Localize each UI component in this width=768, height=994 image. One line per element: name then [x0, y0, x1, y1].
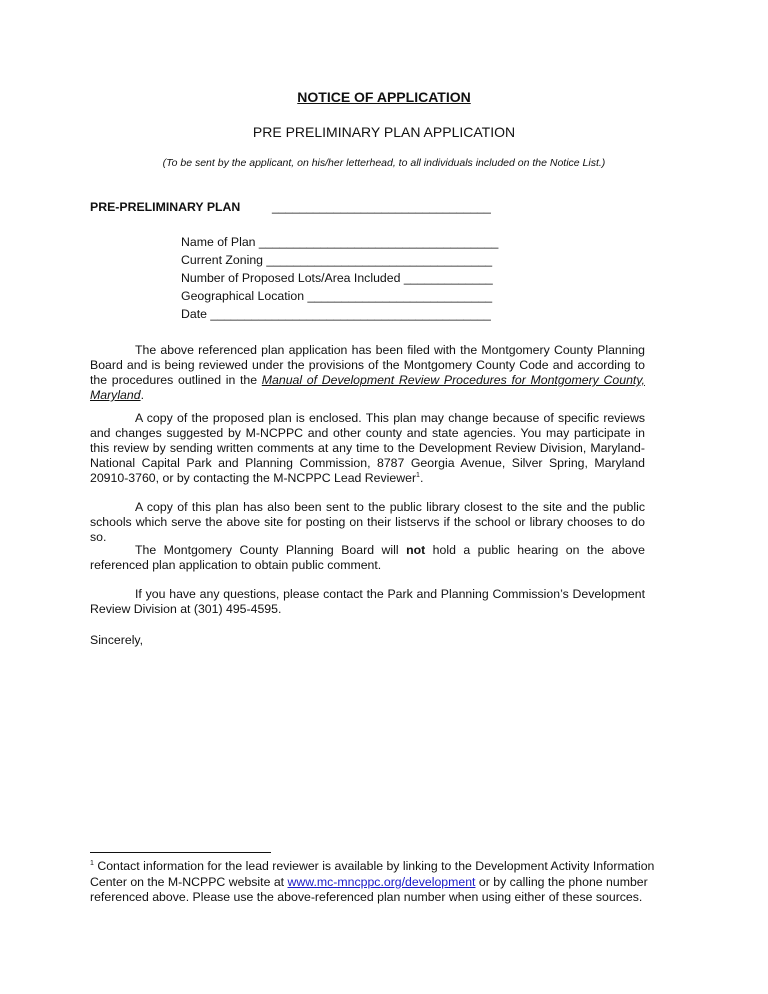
- plan-number-blank: ________________________________: [272, 200, 491, 214]
- page-subtitle: PRE PRELIMINARY PLAN APPLICATION: [252, 124, 516, 140]
- paragraph-hearing: [90, 543, 645, 573]
- paragraph-filing-text: The above referenced plan application has been filed with the Montgomery County Planning Board and is being reviewed under the provisions of the Montgomery County Code and according to the procedures outlined in the: [90, 343, 645, 387]
- footnote-end: or by calling the phone number referenced above. Please use the above-referenced plan number when using either of these sources.: [90, 874, 648, 904]
- paragraph-filing: [90, 343, 645, 403]
- field-current-zoning: Current Zoning _________________________________: [181, 253, 493, 267]
- field-date: Date _________________________________________: [181, 307, 491, 321]
- development-link[interactable]: www.mc-mncppc.org/development: [287, 874, 476, 889]
- paragraph-contact: [90, 587, 645, 617]
- emphasis-not: not: [406, 543, 426, 557]
- paragraph-plan-copy: [90, 411, 645, 486]
- footnote-text: Contact information for the lead reviewer is available by linking to the Development Activity Information Center on the M-NCPPC website at: [90, 859, 655, 889]
- paragraph-library-text: A copy of this plan has also been sent to the public library closest to the site and the public schools which serve the above site for posting on their listservs if the school or library chooses to do so.: [90, 500, 645, 544]
- paragraph-hearing-end: hold a public hearing on the above referenced plan application to obtain public comment.: [90, 543, 645, 572]
- paragraph-library: [90, 500, 645, 545]
- field-geographical-location: Geographical Location ___________________________: [181, 289, 493, 303]
- instruction-note: (To be sent by the applicant, on his/her letterhead, to all individuals included on the Notice List.): [162, 157, 606, 169]
- field-proposed-lots: Number of Proposed Lots/Area Included _____________: [181, 271, 493, 285]
- plan-fields: [181, 233, 498, 323]
- footnote-divider: [90, 852, 271, 853]
- paragraph-filing-end: .: [140, 388, 144, 402]
- paragraph-contact-text: If you have any questions, please contact the Park and Planning Commission’s Development Review Division at (301) 495-4595.: [90, 587, 645, 616]
- plan-label: PRE-PRELIMINARY PLAN: [90, 200, 241, 214]
- footnote-reference: 1: [416, 471, 420, 479]
- footnote-number: 1: [90, 859, 94, 867]
- footnote: [90, 859, 670, 906]
- field-name-of-plan: Name of Plan ___________________________________: [181, 235, 499, 249]
- closing: Sincerely,: [90, 633, 144, 647]
- paragraph-plan-copy-end: .: [419, 471, 424, 485]
- page-title: NOTICE OF APPLICATION: [297, 89, 471, 105]
- paragraph-plan-copy-text: A copy of the proposed plan is enclosed. This plan may change because of specific reviews and changes suggested by M-NCPPC and other county and state agencies. You may participate in this review by sending written comments at any time to the Development Review Division, Maryland-National Capital Park and Planning Commission, 8787 Georgia Avenue, Silver Spring, Maryland 20910-3760, or by contacting the M-NCPPC Lead Reviewer: [90, 411, 645, 485]
- manual-title: Manual of Development Review Procedures for Montgomery County, Maryland: [90, 373, 645, 402]
- paragraph-hearing-text: The Montgomery County Planning Board will: [135, 543, 407, 557]
